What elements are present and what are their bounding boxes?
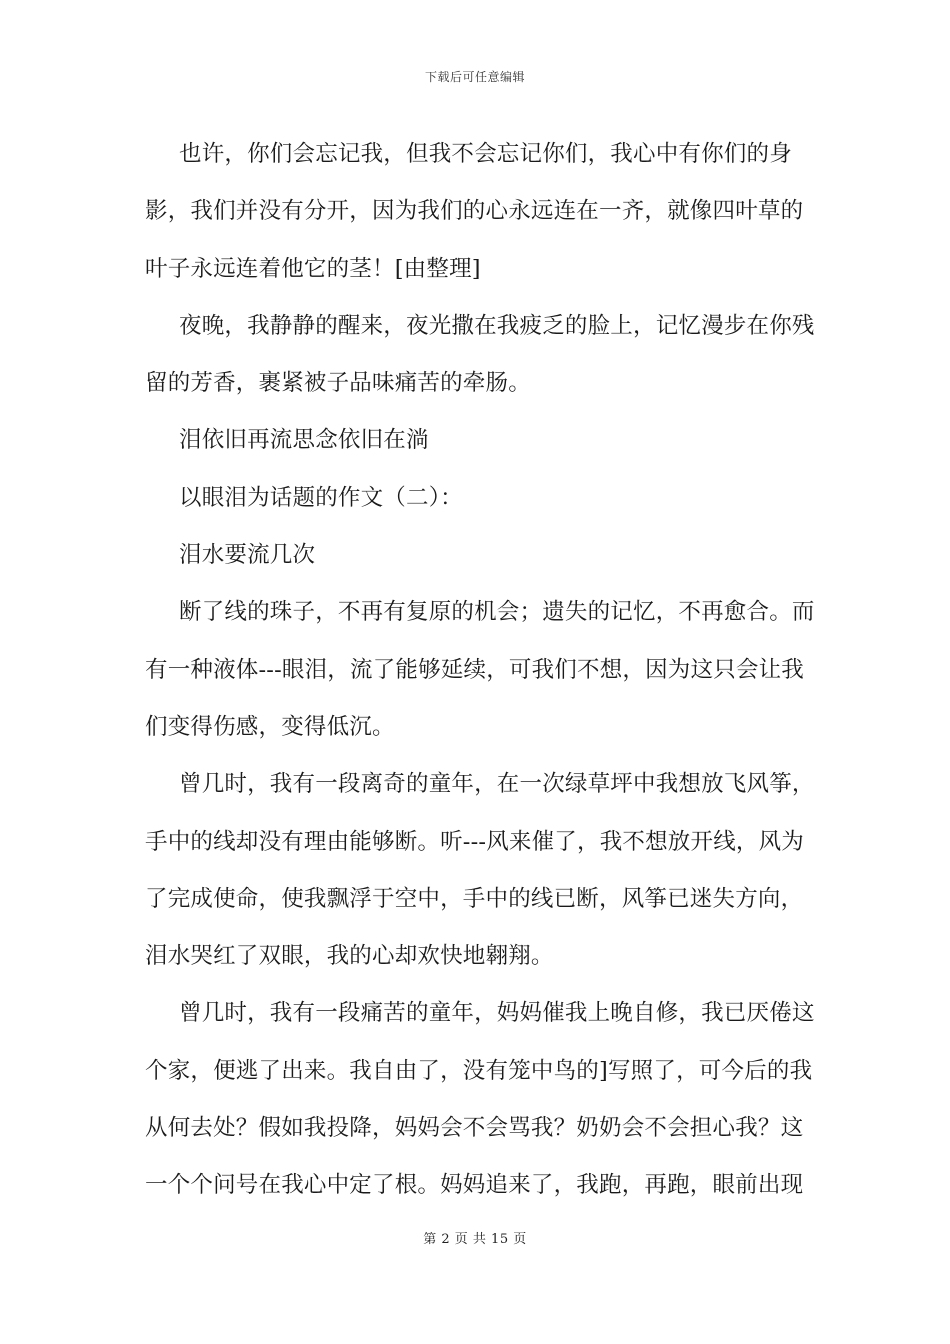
paragraph: 也许，你们会忘记我，但我不会忘记你们，我心中有你们的身影，我们并没有分开，因为我们的心永远连在一齐，就像四叶草的叶子永远连着他它的茎！[由整理] bbox=[145, 141, 804, 282]
page-footer: 第 2 页 共 15 页 bbox=[423, 1232, 527, 1247]
page-header: 下载后可任意编辑 bbox=[424, 70, 525, 84]
paragraph: 断了线的珠子，不再有复原的机会；遗失的记忆，不再愈合。而有一种液体---眼泪，流了能够延续，可我们不想，因为这只会让我们变得伤感，变得低沉。 bbox=[145, 599, 815, 740]
paragraph: 泪水要流几次 bbox=[179, 542, 316, 569]
paragraph: 以眼泪为话题的作文（二）： bbox=[179, 484, 463, 511]
paragraph: 曾几时，我有一段痛苦的童年，妈妈催我上晚自修，我已厌倦这个家，便逃了出来。我自由了，没有笼中鸟的]写照了，可今后的我从何去处？假如我投降，妈妈会不会骂我？奶奶会不会担心我？这一个个问号在我心中定了根。妈妈追来了，我跑，再跑，眼前出现 bbox=[145, 1000, 815, 1199]
paragraph: 夜晚，我静静的醒来，夜光撒在我疲乏的脸上，记忆漫步在你残留的芳香，裹紧被子品味痛苦的牵肠。 bbox=[145, 312, 815, 397]
paragraph: 泪依旧再流思念依旧在淌 bbox=[179, 427, 429, 454]
body-text bbox=[145, 126, 815, 1215]
paragraph: 曾几时，我有一段离奇的童年，在一次绿草坪中我想放飞风筝，手中的线却没有理由能够断。听---风来催了，我不想放开线，风为了完成使命，使我飘浮于空中，手中的线已断，风筝已迷失方向，泪水哭红了双眼，我的心却欢快地翱翔。 bbox=[145, 771, 815, 970]
